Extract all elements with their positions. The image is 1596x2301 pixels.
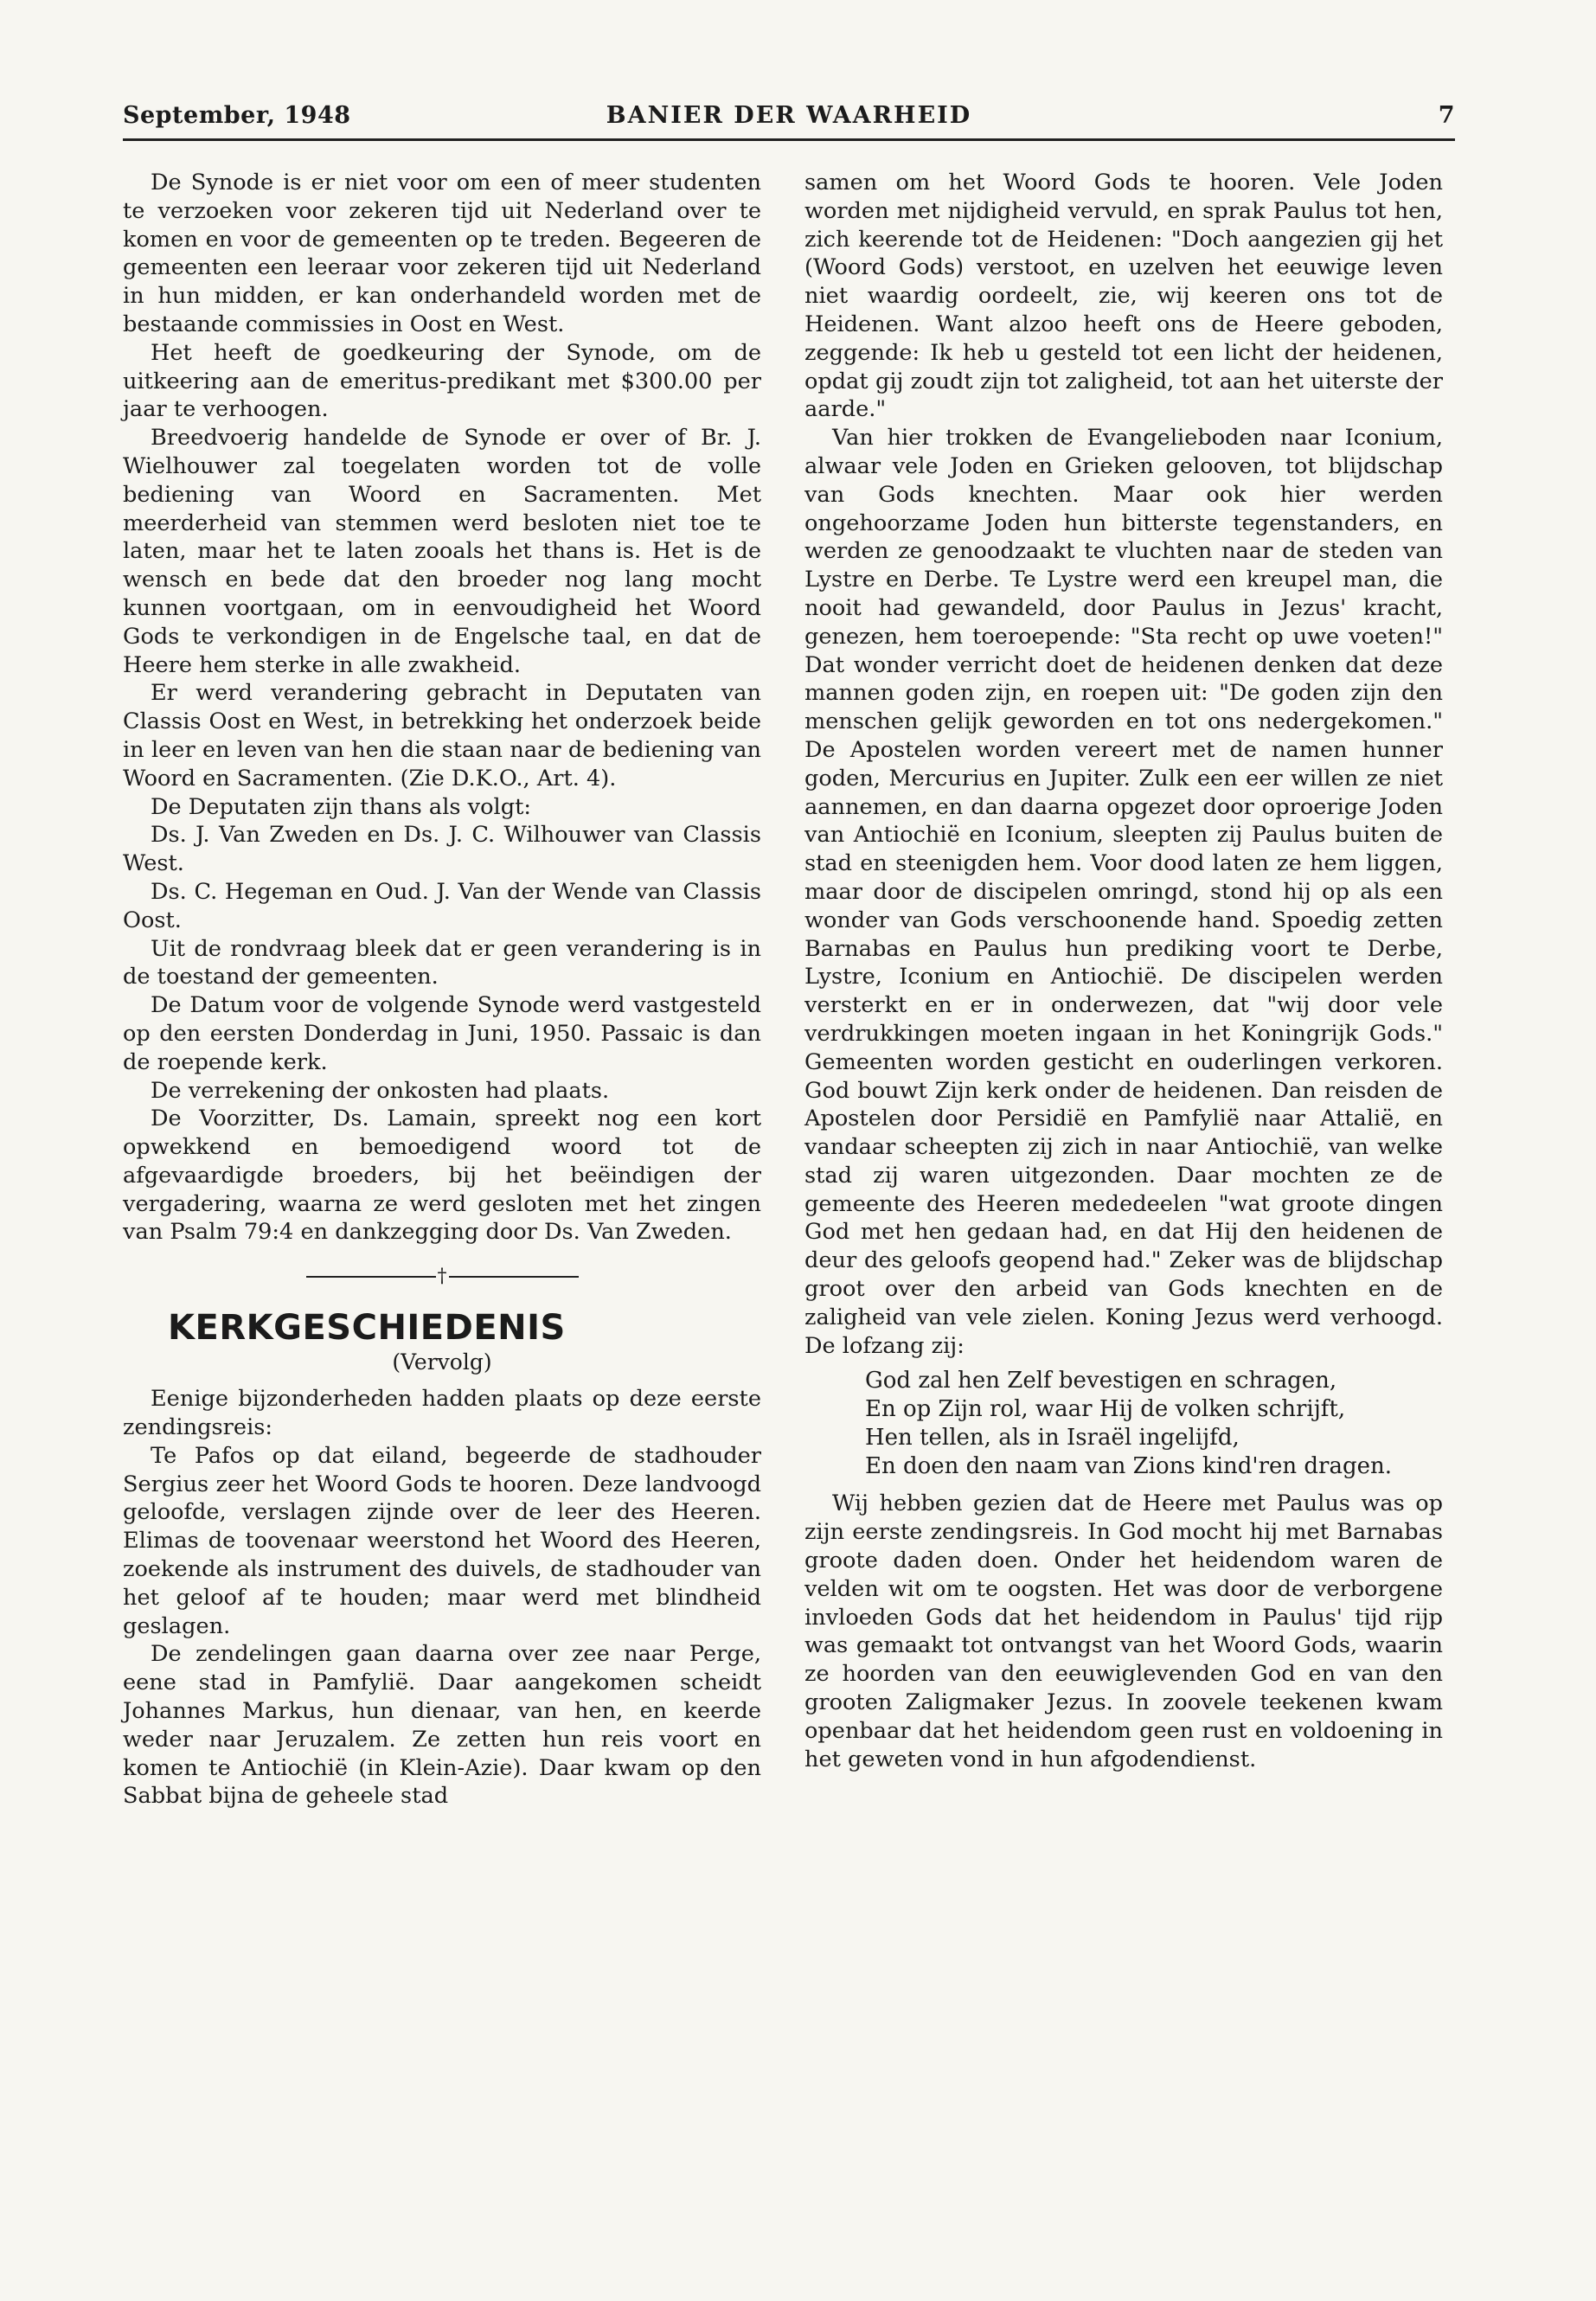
header-page-number: 7	[1438, 102, 1455, 129]
divider-line	[449, 1276, 579, 1278]
hymn-line: En doen den naam van Zions kind'ren dragen.	[865, 1453, 1393, 1480]
article-paragraph: Het heeft de goedkeuring der Synode, om de uitkeering aan de emeritus-predikant met $300.00 per jaar te verhoogen.	[123, 339, 761, 423]
hymn-line: God zal hen Zelf bevestigen en schragen,	[865, 1368, 1337, 1394]
article-paragraph: De Voorzitter, Ds. Lamain, spreekt nog een kort opwekkend en bemoedigend woord tot de afgevaardigde broeders, bij het beëindigen der vergadering, waarna ze werd gesloten met het zingen van Psalm 79:4 en dankzegging door Ds. Van Zweden.	[123, 1106, 761, 1246]
article-paragraph: Breedvoerig handelde de Synode er over of Br. J. Wielhouwer zal toegelaten worden tot de volle bediening van Woord en Sacramenten. Met meerderheid van stemmen werd besloten niet toe te laten, maar het te laten zooals het thans is. Het is de wensch en bede dat den broeder nog lang mocht kunnen voortgaan, om in eenvoudigheid het Woord Gods te verkondigen in de Engelsche taal, en dat de Heere hem sterke in alle zwakheid.	[123, 425, 761, 678]
article-paragraph: Van hier trokken de Evangelieboden naar Iconium, alwaar vele Joden en Grieken gelooven, tot blijdschap van Gods knechten. Maar ook hier werden ongehoorzame Joden hun bitterste tegenstanders, en werden ze genoodzaakt te vluchten naar de steden van Lystre en Derbe. Te Lystre werd een kreupel man, die nooit had gewandeld, door Paulus in Jezus' kracht, genezen, hem toeroepende: "Sta recht op uwe voeten!" Dat wonder verricht doet de heidenen denken dat deze mannen goden zijn, en roepen uit: "De goden zijn den menschen gelijk geworden en tot ons nedergekomen." De Apostelen worden vereert met de namen hunner goden, Mercurius en Jupiter. Zulk een eer willen ze niet aannemen, en dan daarna opgezet door oproerige Joden van Antiochië en Iconium, sleepten zij Paulus buiten de stad en steenigden hem. Voor dood laten ze hem liggen, maar door de discipelen omringd, stond hij op als een wonder van Gods verschoonende hand. Spoedig zetten Barnabas en Paulus hun prediking voort te Derbe, Lystre, Iconium en Antiochië. De discipelen werden versterkt en er in onderwezen, dat "wij door vele verdrukkingen moeten ingaan in het Koningrijk Gods." Gemeenten worden gesticht en ouderlingen verkoren. God bouwt Zijn kerk onder de heidenen. Dan reisden de Apostelen door Persidië en Pamfylië naar Attalië, en vandaar scheepten zij zich in naar Antiochië, van welke stad zij waren uitgezonden. Daar mochten ze de gemeente des Heeren mededeelen "wat groote dingen God met hen gedaan had, en dat Hij den heidenen de deur des geloofs geopend had." Zeker was de blijdschap groot over den arbeid van Gods knechten en de zaligheid van vele zielen. Koning Jezus werd verhoogd. De lofzang zij:	[804, 425, 1443, 1359]
article-paragraph: Uit de rondvraag bleek dat er geen verandering is in de toestand der gemeenten.	[123, 935, 761, 990]
article-paragraph: De zendelingen gaan daarna over zee naar Perge, eene stad in Pamfylië. Daar aangekomen scheidt Johannes Markus, hun dienaar, van hen, en keerde weder naar Jeruzalem. Ze zetten hun reis voort en komen te Antiochië (in Klein-Azie). Daar kwam op den Sabbat bijna de geheele stad	[123, 1641, 761, 1810]
section-title: KERKGESCHIEDENIS	[168, 1308, 566, 1349]
article-paragraph: De Synode is er niet voor om een of meer studenten te verzoeken voor zekeren tijd uit Nederland over te komen en voor de gemeenten op te treden. Begeeren de gemeenten een leeraar voor zekeren tijd uit Nederland in hun midden, er kan onderhandeld worden met de bestaande commissies in Oost en West.	[123, 170, 761, 337]
hymn-line: En op Zijn rol, waar Hij de volken schrijft,	[865, 1396, 1346, 1423]
article-paragraph-continued: samen om het Woord Gods te hooren. Vele Joden worden met nijdigheid vervuld, en sprak Paulus tot hen, zich keerende tot de Heidenen: "Doch aangezien gij het (Woord Gods) verstoot, en uzelven het eeuwige leven niet waardig oordeelt, zie, wij keeren ons tot de Heidenen. Want alzoo heeft ons de Heere geboden, zeggende: Ik heb u gesteld tot een licht der heidenen, opdat gij zoudt zijn tot zaligheid, tot aan het uiterste der aarde."	[804, 170, 1443, 423]
hymn-verse	[804, 1367, 1443, 1481]
article-paragraph: Wij hebben gezien dat de Heere met Paulus was op zijn eerste zendingsreis. In God mocht hij met Barnabas groote daden doen. Onder het heidendom waren de velden wit om te oogsten. Het was door de verborgene invloeden Gods dat het heidendom in Paulus' tijd rijp was gemaakt tot ontvangst van het Woord Gods, waarin ze hoorden van den eeuwiglevenden God en van den grooten Zaligmaker Jezus. In zoovele teekenen kwam openbaar dat het heidendom geen rust en voldoening in het geweten vond in hun afgodendienst.	[804, 1490, 1443, 1772]
article-paragraph: De Deputaten zijn thans als volgt:	[151, 793, 531, 820]
article-paragraph: Ds. J. Van Zweden en Ds. J. C. Wilhouwer van Classis West.	[123, 822, 761, 877]
article-paragraph: Eenige bijzonderheden hadden plaats op deze eerste zendingsreis:	[123, 1386, 761, 1441]
page-header	[123, 97, 1455, 141]
article-paragraph: Te Pafos op dat eiland, begeerde de stadhouder Sergius zeer het Woord Gods te hooren. Deze landvoogd geloofde, verslagen zijnde over de leer des Heeren. Elimas de toovenaar weerstond het Woord des Heeren, zoekende als instrument des duivels, de stadhouder van het geloof af te houden; maar werd met blindheid geslagen.	[123, 1442, 761, 1639]
article-paragraph: Er werd verandering gebracht in Deputaten van Classis Oost en West, in betrekking het onderzoek beide in leer en leven van hen die staan naar de bediening van Woord en Sacramenten. (Zie D.K.O., Art. 4).	[123, 680, 761, 792]
right-column	[804, 169, 1443, 1773]
hymn-line: Hen tellen, als in Israël ingelijfd,	[865, 1425, 1240, 1452]
article-paragraph: Ds. C. Hegeman en Oud. J. Van der Wende van Classis Oost.	[123, 878, 761, 933]
cross-icon: †	[437, 1266, 447, 1288]
header-date: September, 1948	[123, 102, 351, 129]
section-subtitle: (Vervolg)	[392, 1349, 492, 1375]
header-publication-title: BANIER DER WAARHEID	[606, 102, 972, 129]
left-column	[123, 169, 761, 1811]
article-paragraph: De verrekening der onkosten had plaats.	[151, 1077, 610, 1104]
divider-line	[306, 1276, 436, 1278]
article-paragraph: De Datum voor de volgende Synode werd vastgesteld op den eersten Donderdag in Juni, 1950. Passaic is dan de roepende kerk.	[123, 992, 761, 1075]
section-divider	[123, 1267, 761, 1286]
